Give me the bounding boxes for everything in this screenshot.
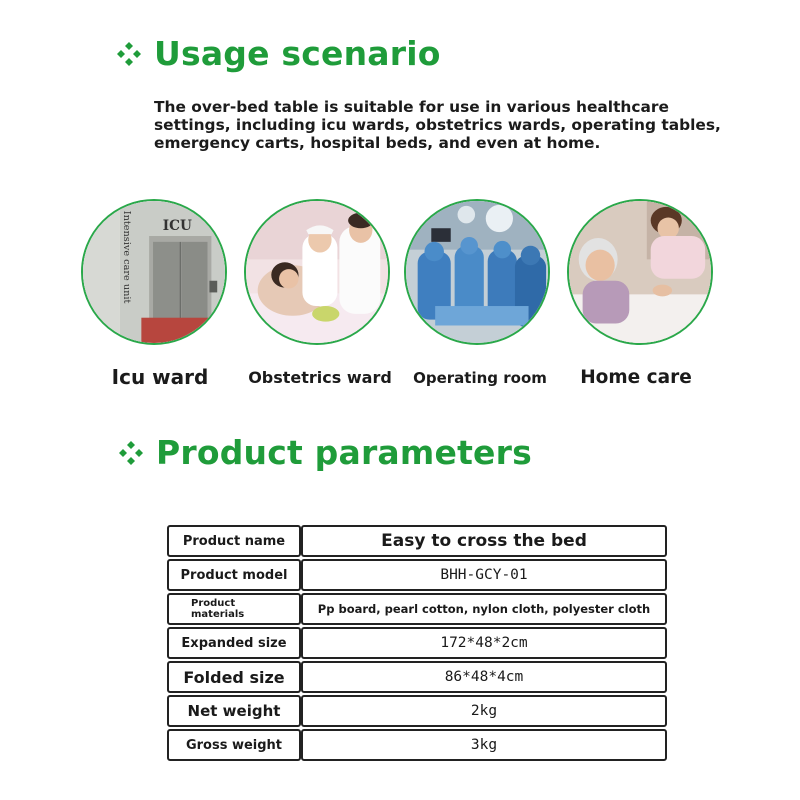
param-key: [167, 593, 301, 625]
home-care-photo: [567, 199, 713, 345]
icu-ward-photo: [81, 199, 227, 345]
product-parameters-title: [118, 433, 532, 472]
four-diamond-icon: [116, 41, 142, 67]
table-row: [167, 593, 667, 627]
param-value: BHH-GCY-01: [301, 559, 667, 591]
product-parameters-table: [167, 525, 667, 763]
param-value: Pp board, pearl cotton, nylon cloth, polyester cloth: [301, 593, 667, 625]
table-row: [167, 559, 667, 593]
param-value: Easy to cross the bed: [301, 525, 667, 557]
operating-room-photo: [404, 199, 550, 345]
scene-label-obstetrics-ward: Obstetrics ward: [248, 368, 392, 387]
param-value: 86*48*4cm: [301, 661, 667, 693]
intro-line: emergency carts, hospital beds, and even at home.: [154, 134, 601, 152]
param-key: Product name: [167, 525, 301, 557]
four-diamond-icon: [118, 440, 144, 466]
icu-sign-text: ICU: [162, 218, 192, 235]
scene-label-operating-room: Operating room: [413, 369, 547, 387]
usage-scenario-title: [116, 34, 441, 73]
param-key-line: materials: [191, 609, 245, 620]
param-key: Net weight: [167, 695, 301, 727]
table-row: [167, 661, 667, 695]
usage-intro-paragraph: [154, 98, 734, 152]
obstetrics-ward-photo: [244, 199, 390, 345]
param-key: Product model: [167, 559, 301, 591]
param-key: Folded size: [167, 661, 301, 693]
table-row: [167, 729, 667, 763]
param-key: Expanded size: [167, 627, 301, 659]
param-key: Gross weight: [167, 729, 301, 761]
scene-label-icu-ward: Icu ward: [111, 365, 209, 389]
product-parameters-title-text: Product parameters: [156, 433, 532, 472]
icu-vertical-sign-text: Intensive care unit: [120, 210, 132, 304]
table-row: [167, 695, 667, 729]
param-value: 2kg: [301, 695, 667, 727]
intro-line: The over-bed table is suitable for use in various healthcare: [154, 98, 669, 116]
param-value: 3kg: [301, 729, 667, 761]
table-row: [167, 525, 667, 559]
param-value: 172*48*2cm: [301, 627, 667, 659]
param-key-line: Product: [191, 598, 236, 609]
scene-label-home-care: Home care: [580, 367, 692, 388]
intro-line: settings, including icu wards, obstetrics wards, operating tables,: [154, 116, 721, 134]
usage-scenario-title-text: Usage scenario: [154, 34, 441, 73]
table-row: [167, 627, 667, 661]
